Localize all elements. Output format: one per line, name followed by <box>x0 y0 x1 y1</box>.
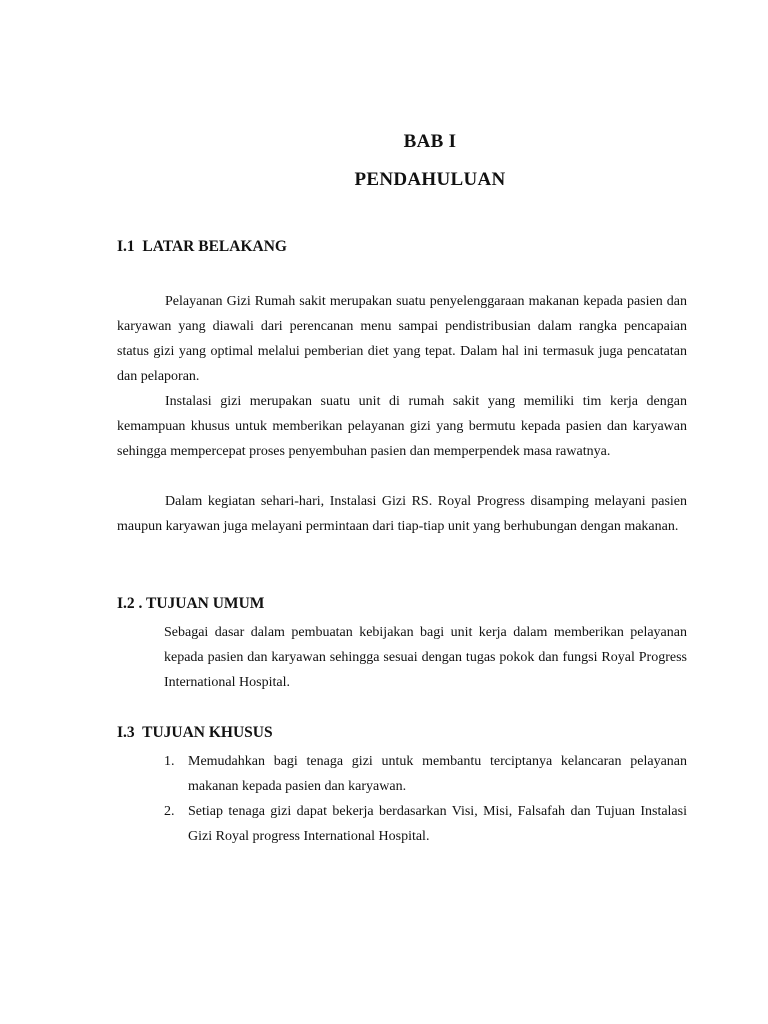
paragraph: Sebagai dasar dalam pembuatan kebijakan bagi unit kerja dalam memberikan pelayanan kepada pasien dan karyawan sehingga sesuai dengan tugas pokok dan fungsi Royal Progress International Hospital. <box>164 625 687 690</box>
list-item-text: Setiap tenaga gizi dapat bekerja berdasarkan Visi, Misi, Falsafah dan Tujuan Instalasi Gizi Royal progress International Hospital. <box>188 804 687 844</box>
numbered-list <box>164 749 687 849</box>
list-item-number: 1. <box>164 754 175 769</box>
list-item-text: Memudahkan bagi tenaga gizi untuk membantu terciptanya kelancaran pelayanan makanan kepada pasien dan karyawan. <box>188 754 687 794</box>
chapter-number: BAB I <box>403 131 457 152</box>
section-heading-tujuan-umum: I.2 . TUJUAN UMUM <box>117 595 265 612</box>
list-item-number: 2. <box>164 804 175 819</box>
list-item <box>164 749 687 799</box>
chapter-title: PENDAHULUAN <box>354 169 506 190</box>
paragraph: Dalam kegiatan sehari-hari, Instalasi Gizi RS. Royal Progress disamping melayani pasien maupun karyawan juga melayani permintaan dari tiap-tiap unit yang berhubungan dengan makanan. <box>117 494 687 534</box>
section-heading-tujuan-khusus: I.3 TUJUAN KHUSUS <box>117 724 273 741</box>
section-heading-latar-belakang: I.1 LATAR BELAKANG <box>117 238 287 255</box>
paragraph: Pelayanan Gizi Rumah sakit merupakan suatu penyelenggaraan makanan kepada pasien dan karyawan yang diawali dari perencanan menu sampai pendistribusian dalam rangka pencapaian status gizi yang optimal melalui pemberian diet yang tepat. Dalam hal ini termasuk juga pencatatan dan pelaporan. <box>117 294 687 384</box>
list-item <box>164 799 687 849</box>
paragraph: Instalasi gizi merupakan suatu unit di rumah sakit yang memiliki tim kerja dengan kemampuan khusus untuk memberikan pelayanan gizi yang bermutu kepada pasien dan karyawan sehingga mempercepat proses penyembuhan pasien dan memperpendek masa rawatnya. <box>117 394 687 459</box>
